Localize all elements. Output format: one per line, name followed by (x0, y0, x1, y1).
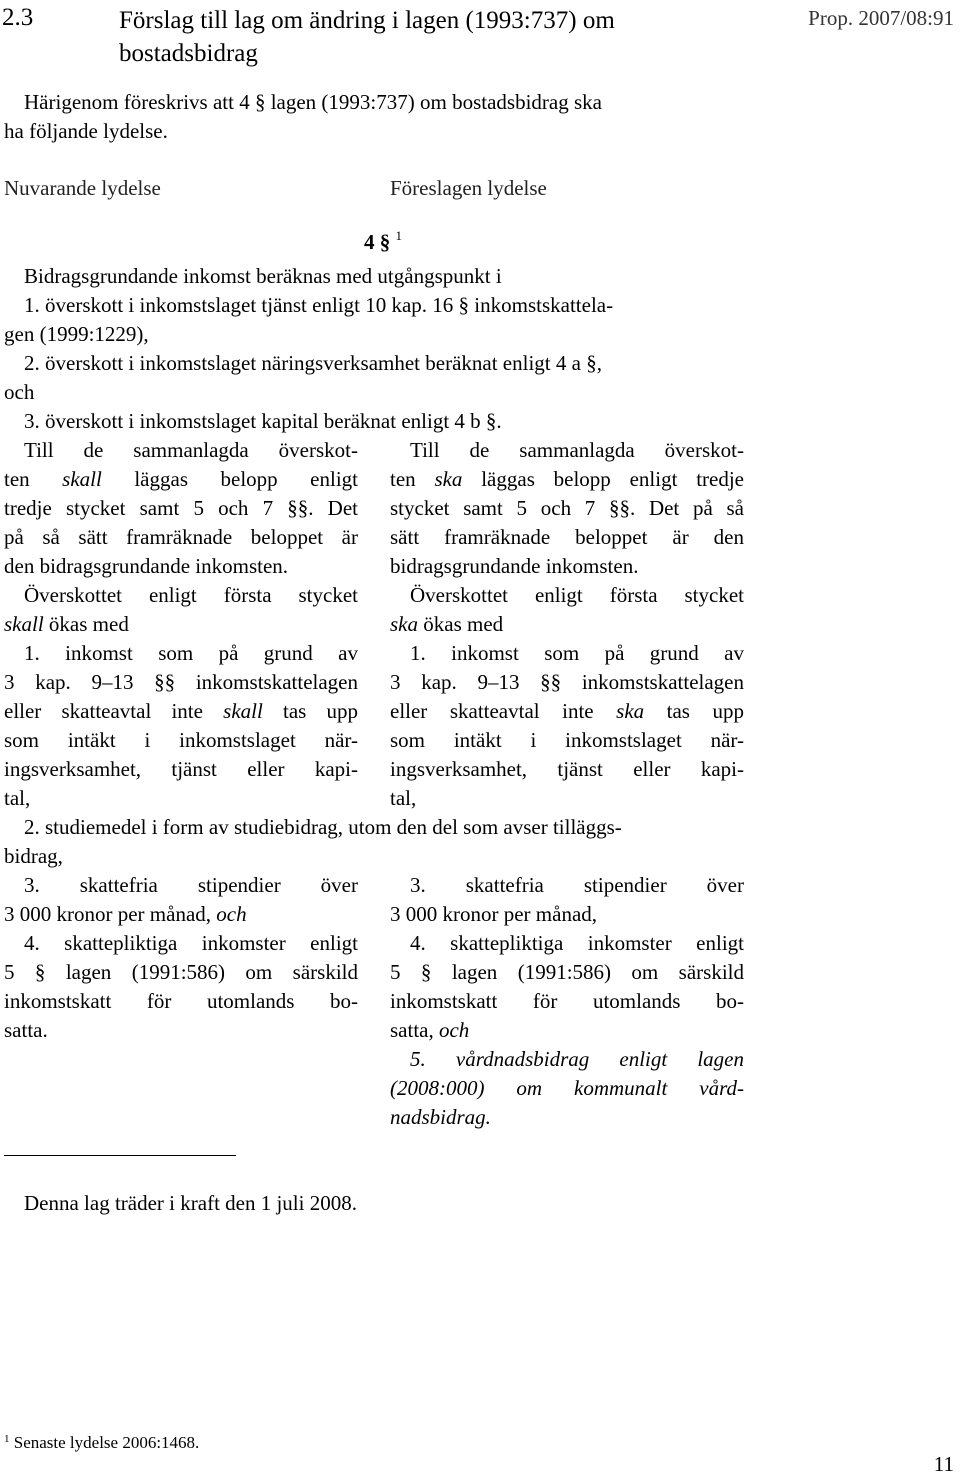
paragraph-label-text: 4 § (364, 230, 391, 254)
right-col-line: 3. skattefria stipendier över (410, 873, 744, 897)
section-title-line1: Förslag till lag om ändring i lagen (1993:737) om (119, 7, 615, 34)
right-col-line: satta, och (390, 1018, 470, 1042)
right-col-line: som intäkt i inkomstslaget när- (390, 728, 744, 752)
right-col-line: (2008:000) om kommunalt vård- (390, 1076, 744, 1100)
right-col-line: Överskottet enligt första stycket (410, 583, 744, 607)
left-col-line: den bidragsgrundande inkomsten. (4, 554, 289, 578)
left-col-line: tal, (4, 786, 31, 810)
entry-into-force: Denna lag träder i kraft den 1 juli 2008. (24, 1191, 357, 1215)
right-col-line: inkomstskatt för utomlands bo- (390, 989, 744, 1013)
right-col-line: 5. vårdnadsbidrag enligt lagen (410, 1047, 744, 1071)
common-line: gen (1999:1229), (4, 322, 149, 346)
prop-reference: Prop. 2007/08:91 (808, 6, 954, 30)
common-line: och (4, 380, 35, 404)
page-number: 11 (933, 1452, 954, 1476)
common-line: 2. överskott i inkomstslaget näringsverksamhet beräknat enligt 4 a §, (24, 351, 602, 375)
left-col-line: inkomstskatt för utomlands bo- (4, 989, 358, 1013)
left-col-line: satta. (4, 1018, 48, 1042)
right-col-line: ten ska läggas belopp enligt tredje (390, 467, 744, 491)
right-col-line: bidragsgrundande inkomsten. (390, 554, 639, 578)
left-col-line: Överskottet enligt första stycket (24, 583, 358, 607)
left-col-line: 3. skattefria stipendier över (24, 873, 358, 897)
left-col-line: ingsverksamhet, tjänst eller kapi- (4, 757, 358, 781)
left-col-line: 1. inkomst som på grund av (24, 641, 358, 665)
right-col-line: nadsbidrag. (390, 1105, 491, 1129)
left-col-line: 3 000 kronor per månad, och (4, 902, 247, 926)
footnote-number: 1 (4, 1433, 10, 1445)
right-col-line: stycket samt 5 och 7 §§. Det på så (390, 496, 744, 520)
right-col-line: 1. inkomst som på grund av (410, 641, 744, 665)
right-col-line: ingsverksamhet, tjänst eller kapi- (390, 757, 744, 781)
right-col-line: 3 000 kronor per månad, (390, 902, 598, 926)
footnote (4, 1433, 199, 1453)
left-col-line: eller skatteavtal inte skall tas upp (4, 699, 359, 723)
right-col-line: 5 § lagen (1991:586) om särskild (390, 960, 744, 984)
intro-line1: Härigenom föreskrivs att 4 § lagen (1993:737) om bostadsbidrag ska (24, 90, 602, 114)
section-number: 2.3 (2, 4, 34, 31)
common-line: 2. studiemedel i form av studiebidrag, utom den del som avser tilläggs- (24, 815, 622, 839)
right-col-line: ska ökas med (390, 612, 504, 636)
right-col-line: tal, (390, 786, 417, 810)
left-col-line: 4. skattepliktiga inkomster enligt (24, 931, 358, 955)
footnote-ref: 1 (395, 228, 402, 243)
left-col-line: skall ökas med (4, 612, 129, 636)
left-col-line: på så sätt framräknade beloppet är (4, 525, 358, 549)
left-col-line: ten skall läggas belopp enligt (4, 467, 358, 491)
left-col-line: 5 § lagen (1991:586) om särskild (4, 960, 358, 984)
separator-rule (4, 1155, 236, 1156)
left-col-line: tredje stycket samt 5 och 7 §§. Det (4, 496, 358, 520)
paragraph-label (364, 228, 402, 255)
common-line: Bidragsgrundande inkomst beräknas med utgångspunkt i (24, 264, 502, 288)
left-col-line: Till de sammanlagda överskot- (24, 438, 358, 462)
right-col-line: 4. skattepliktiga inkomster enligt (410, 931, 744, 955)
proposed-wording-heading: Föreslagen lydelse (390, 176, 547, 200)
section-title (119, 4, 615, 70)
right-col-line: Till de sammanlagda överskot- (410, 438, 744, 462)
right-col-line: sätt framräknade beloppet är den (390, 525, 744, 549)
left-col-line: 3 kap. 9–13 §§ inkomstskattelagen (4, 670, 358, 694)
common-line: 3. överskott i inkomstslaget kapital beräknat enligt 4 b §. (24, 409, 502, 433)
current-wording-heading: Nuvarande lydelse (4, 176, 161, 200)
common-line: bidrag, (4, 844, 63, 868)
section-title-line2: bostadsbidrag (119, 40, 258, 67)
intro-line2: ha följande lydelse. (4, 119, 168, 143)
left-col-line: som intäkt i inkomstslaget när- (4, 728, 358, 752)
footnote-text: Senaste lydelse 2006:1468. (13, 1433, 200, 1452)
right-col-line: eller skatteavtal inte ska tas upp (390, 699, 744, 723)
right-col-line: 3 kap. 9–13 §§ inkomstskattelagen (390, 670, 744, 694)
common-line: 1. överskott i inkomstslaget tjänst enligt 10 kap. 16 § inkomstskattela- (24, 293, 614, 317)
